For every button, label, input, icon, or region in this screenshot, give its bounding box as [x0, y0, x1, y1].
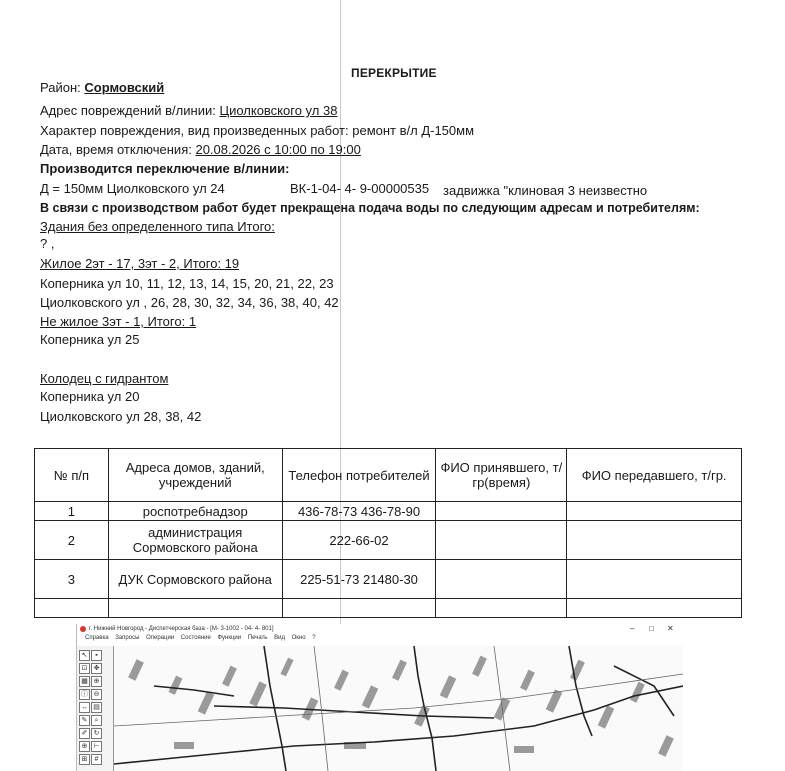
select-tool-icon[interactable]: ▪ — [91, 650, 102, 661]
draw-tool-icon[interactable]: ✎ — [79, 715, 90, 726]
cell-phone: 436-78-73 436-78-90 — [282, 502, 436, 521]
pan-tool-icon[interactable]: ✥ — [91, 663, 102, 674]
cell-phone: 225-51-73 21480-30 — [282, 560, 436, 599]
date-line — [40, 142, 361, 157]
residential-header: Жилое 2эт - 17, 3эт - 2, Итого: 19 — [40, 256, 240, 271]
info-tool-icon[interactable]: ⓘ — [81, 691, 88, 698]
menu-functions[interactable]: Функции — [217, 635, 242, 641]
print-tool-icon[interactable]: ▤ — [91, 702, 102, 713]
cell-number: 1 — [35, 502, 109, 521]
switch-header: Производится переключение в/линии: — [40, 161, 290, 176]
residential-addresses-2: Циолковского ул , 26, 28, 30, 32, 34, 36, 38, 40, 42 — [40, 295, 339, 310]
edit-tool-icon[interactable]: ✐ — [79, 728, 90, 739]
cell-address: администрация Сормовского района — [108, 521, 282, 560]
close-button[interactable]: ✕ — [667, 624, 674, 633]
table-header-row — [35, 449, 742, 502]
residential-addresses-1: Коперника ул 10, 11, 12, 13, 14, 15, 20, 21, 22, 23 — [40, 276, 334, 291]
menu-state[interactable]: Состояние — [180, 635, 211, 641]
zoom-tool-icon[interactable]: ⊕ — [79, 741, 90, 752]
menu-queries[interactable]: Запросы — [115, 635, 140, 641]
address-line — [40, 103, 337, 118]
table-row — [35, 521, 742, 560]
app-titlebar — [77, 624, 683, 634]
map-toolbar — [77, 646, 114, 771]
notice-line: В связи с производством работ будет прекращена подача воды по следующим адресам и потребителям: — [40, 201, 700, 215]
menu-question[interactable]: ? — [312, 635, 316, 641]
address-value: Циолковского ул 38 — [219, 103, 338, 118]
cell-address: ДУК Сормовского района — [108, 560, 282, 599]
layer-tool-icon[interactable]: ▦ — [79, 676, 90, 687]
measure-tool-icon[interactable]: ↔ — [81, 704, 88, 711]
app-title: г. Нижний Новгород - Диспетчерская база - [М- 3-1002 - 04- 4- 801] — [89, 626, 274, 632]
cell-sender — [567, 502, 742, 521]
table-row-empty — [35, 599, 742, 618]
nonresidential-address: Коперника ул 25 — [40, 332, 140, 347]
cell-receiver — [436, 521, 567, 560]
header-number: № п/п — [35, 449, 109, 502]
switch-valve: задвижка "клиновая 3 неизвестно — [443, 183, 648, 198]
cell-sender — [567, 521, 742, 560]
refresh-tool-icon[interactable]: ↻ — [91, 728, 102, 739]
hydrant-header: Колодец с гидрантом — [40, 371, 169, 386]
zoom-rect-tool-icon[interactable]: ⊡ — [79, 663, 90, 674]
zoom-in-icon[interactable]: ⊕ — [91, 676, 102, 687]
cell-phone: 222-66-02 — [282, 521, 436, 560]
nonresidential-header: Не жилое 3эт - 1, Итого: 1 — [40, 314, 197, 329]
cell-receiver — [436, 502, 567, 521]
consumers-table — [34, 448, 742, 618]
menu-print[interactable]: Печать — [247, 635, 268, 641]
minimize-button[interactable]: – — [630, 624, 635, 633]
menu-window[interactable]: Окно — [291, 635, 306, 641]
pointer-tool-icon[interactable]: ↖ — [79, 650, 90, 661]
switch-line — [40, 181, 225, 196]
doc-title: ПЕРЕКРЫТИЕ — [351, 66, 437, 80]
table-row — [35, 502, 742, 521]
gis-app-screenshot — [76, 624, 683, 771]
header-phone: Телефон потребителей — [282, 449, 436, 502]
menu-help[interactable]: Справка — [85, 635, 109, 641]
cell-receiver — [436, 560, 567, 599]
switch-diameter: Д = 150мм Циолковского ул 24 — [40, 181, 225, 196]
cell-sender — [567, 560, 742, 599]
district-value: Сормовский — [84, 80, 165, 95]
switch-code: ВК-1-04- 4- 9-00000535 — [290, 181, 430, 196]
undefined-value: ? , — [40, 236, 55, 251]
zoom-fit-icon[interactable]: ⊞ — [79, 754, 90, 765]
date-label: Дата, время отключения: — [40, 142, 192, 157]
date-value: 20.08.2026 с 10:00 по 19:00 — [195, 142, 361, 157]
zoom-out-icon[interactable]: ⊖ — [91, 689, 102, 700]
ruler-tool-icon[interactable]: ⊢ — [91, 741, 102, 752]
district-label: Район: — [40, 80, 81, 95]
app-logo-icon — [80, 626, 86, 632]
cell-number: 3 — [35, 560, 109, 599]
header-sender: ФИО передавшего, т/гр. — [567, 449, 742, 502]
network-map[interactable] — [114, 646, 683, 771]
menu-operations[interactable]: Операции — [146, 635, 175, 641]
damage-line: Характер повреждения, вид произведенных работ: ремонт в/л Д-150мм — [40, 123, 475, 138]
address-label: Адрес повреждений в/линии: — [40, 103, 216, 118]
header-receiver: ФИО принявшего, т/гр(время) — [436, 449, 567, 502]
district-line — [40, 80, 164, 95]
hydrant-address-1: Коперника ул 20 — [40, 389, 140, 404]
app-menubar — [77, 634, 683, 643]
header-address: Адреса домов, зданий, учреждений — [108, 449, 282, 502]
menu-view[interactable]: Вид — [274, 635, 285, 641]
table-row — [35, 560, 742, 599]
hydrant-address-2: Циолковского ул 28, 38, 42 — [40, 409, 202, 424]
grid-tool-icon[interactable]: # — [91, 754, 102, 765]
undefined-buildings: Здания без определенного типа Итого: — [40, 219, 275, 234]
maximize-button[interactable]: □ — [649, 624, 654, 633]
search-tool-icon[interactable]: ⌕ — [91, 715, 102, 726]
cell-number: 2 — [35, 521, 109, 560]
cell-address: роспотребнадзор — [108, 502, 282, 521]
